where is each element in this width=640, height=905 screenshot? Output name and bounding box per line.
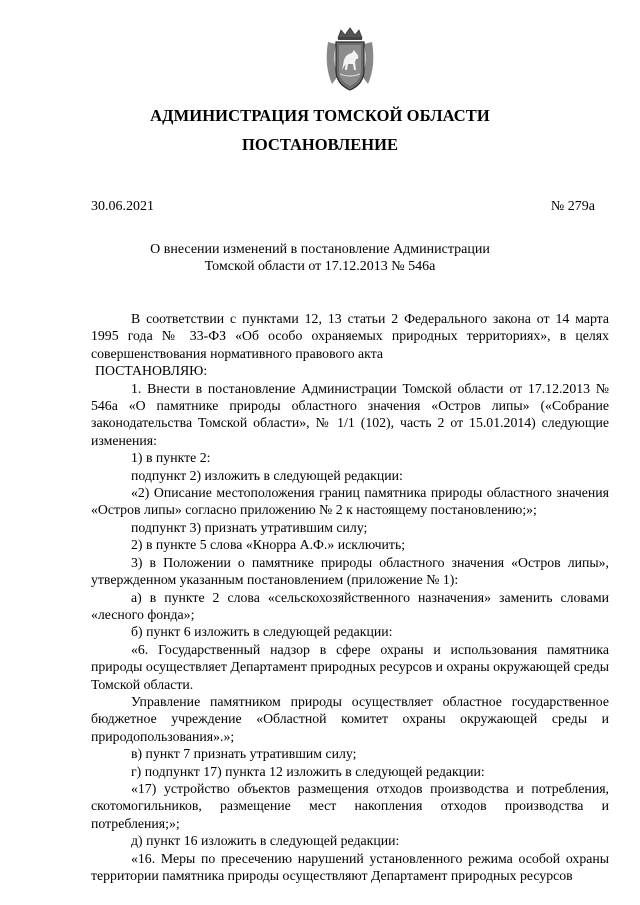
body-paragraph: г) подпункт 17) пункта 12 изложить в следующей редакции: [131, 763, 485, 779]
document-date: 30.06.2021 [91, 199, 154, 214]
body-paragraph: 3) в Положении о памятнике природы областного значения «Остров липы», утвержденном указанным постановлением (приложение № 1): [91, 554, 609, 588]
body-paragraph: «16. Меры по пресечению нарушений установленного режима особой охраны территории памятника природы осуществляют Департамент природных ресурсов [91, 850, 609, 883]
body-paragraph: подпункт 3) признать утратившим силу; [131, 519, 368, 535]
body-paragraph: б) пункт 6 изложить в следующей редакции: [131, 624, 393, 640]
document-number: № 279а [550, 199, 595, 214]
coat-of-arms-icon [322, 26, 378, 94]
body-paragraph: д) пункт 16 изложить в следующей редакции: [131, 833, 400, 849]
preamble: В соответствии с пунктами 12, 13 статьи 2 Федерального закона от 14 марта 1995 года № 33-ФЗ «Об особо охраняемых природных территориях», в целях совершенствования нормативного правового акта [91, 311, 609, 361]
body-paragraph: «6. Государственный надзор в сфере охраны и использования памятника природы осуществляет Департамент природных ресурсов и охраны окружающей среды Томской области. [91, 641, 609, 692]
body-paragraph: а) в пункте 2 слова «сельскохозяйственного назначения» заменить словами «лесного фонда»; [91, 589, 609, 622]
document-body [91, 310, 609, 884]
body-paragraph: «2) Описание местоположения границ памятника природы областного значения «Остров липы» согласно приложению № 2 к настоящему постановлению;»; [91, 485, 609, 518]
body-paragraph: 1) в пункте 2: [131, 450, 211, 466]
body-paragraph: 1. Внести в постановление Администрации Томской области от 17.12.2013 № 546а «О памятнике природы областного значения «Остров липы» («Собрание законодательства Томской области», № 1/1 (102), часть 2 от 15.01.2014) следующие изменения: [91, 380, 609, 448]
document-subject [0, 241, 640, 275]
body-paragraph: Управление памятником природы осуществляет областное государственное бюджетное учреждение «Областной комитет охраны окружающей среды и природопользования».»; [91, 693, 609, 744]
body-paragraph: подпункт 2) изложить в следующей редакции: [131, 467, 403, 483]
document-type: ПОСТАНОВЛЕНИЕ [242, 135, 398, 154]
subject-line-1: О внесении изменений в постановление Администрации [150, 242, 490, 257]
decree-word: ПОСТАНОВЛЯЮ: [95, 363, 208, 379]
body-paragraph: «17) устройство объектов размещения отходов производства и потребления, скотомогильников, размещение мест накопления отходов производства и потребления;»; [91, 780, 609, 831]
organization-name: АДМИНИСТРАЦИЯ ТОМСКОЙ ОБЛАСТИ [150, 106, 490, 125]
body-paragraph: 2) в пункте 5 слова «Кнорра А.Ф.» исключить; [131, 537, 406, 553]
subject-line-2: Томской области от 17.12.2013 № 546а [204, 259, 436, 274]
body-paragraph: в) пункт 7 признать утратившим силу; [131, 746, 357, 762]
